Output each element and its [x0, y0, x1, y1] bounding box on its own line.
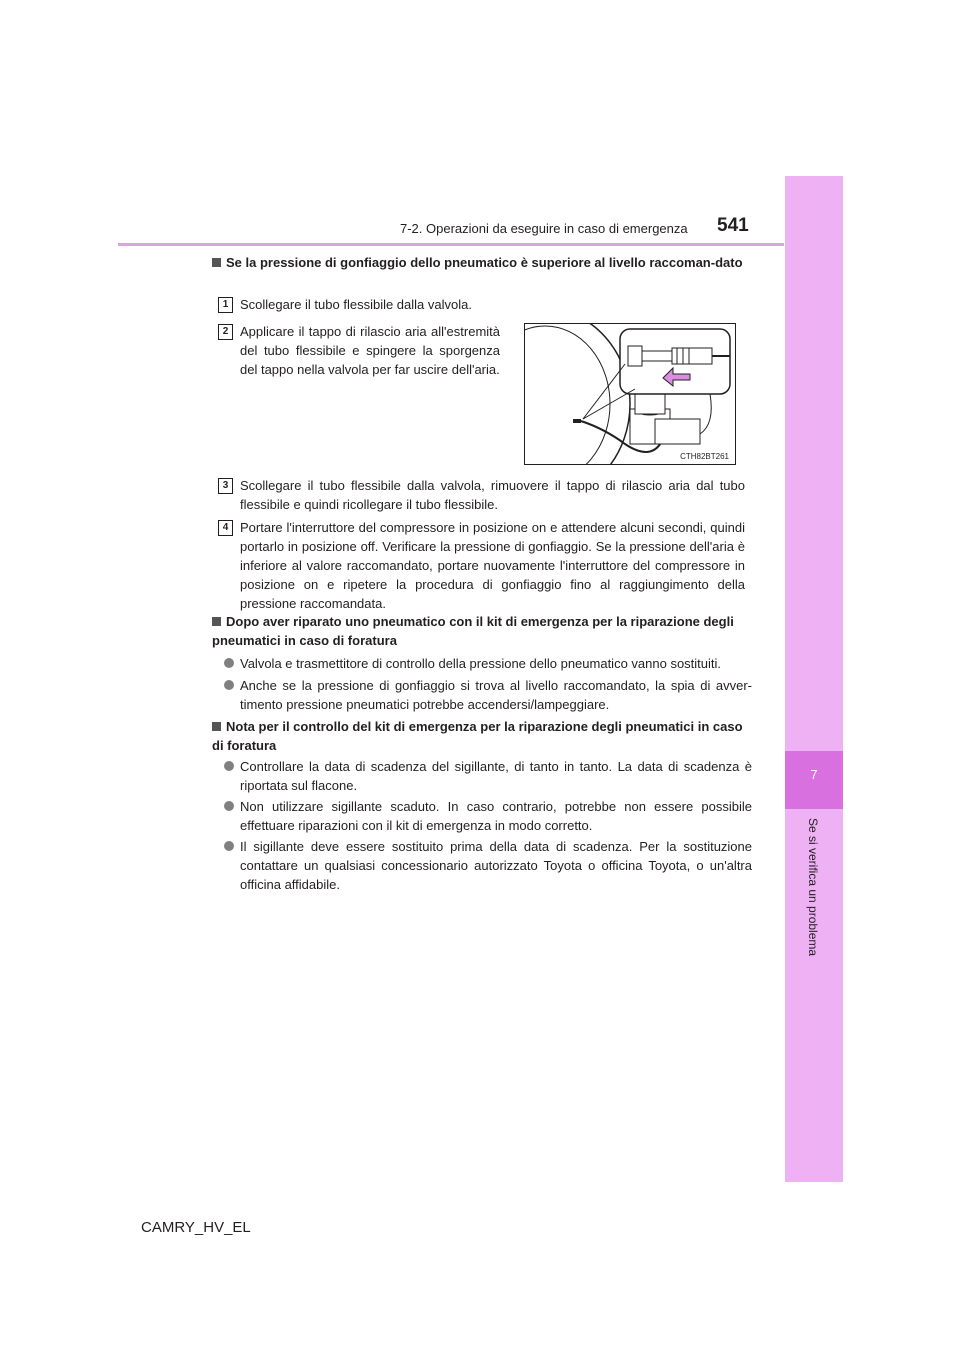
circle-bullet-icon — [224, 841, 234, 851]
circle-bullet-icon — [224, 658, 234, 668]
step-text-2: Applicare il tappo di rilascio aria all'estremità del tubo flessibile e spingere la sporgenza del tappo nella valvola per far uscire dell'aria. — [240, 324, 500, 377]
page-number: 541 — [717, 215, 749, 236]
square-bullet-icon — [212, 722, 221, 731]
list-item — [224, 797, 752, 835]
square-bullet-icon — [212, 258, 221, 267]
step-text-4: Portare l'interruttore del compressore in posizione on e attendere alcuni secondi, quindi portarlo in posizione off. Verificare la pressione di gonfiaggio. Se la pressione dell'aria è inferiore al valore raccomandato, portare nuovamente l'interruttore del compressore in posizione on e ripetere la procedura di gonfiaggio fino al raggiungimento della pressione raccomandata. — [240, 520, 745, 611]
list-item-text: Anche se la pressione di gonfiaggio si trova al livello raccomandato, la spia di avver-timento pressione pneumatici potrebbe accendersi/lampeggiare. — [240, 678, 752, 712]
circle-bullet-icon — [224, 761, 234, 771]
step-number-3: 3 — [218, 478, 233, 494]
section-heading-2 — [212, 612, 752, 650]
square-bullet-icon — [212, 617, 221, 626]
chapter-side-tab — [785, 176, 843, 1182]
section-heading-text: Se la pressione di gonfiaggio dello pneumatico è superiore al livello raccoman-dato — [226, 255, 743, 270]
tire-illustration-icon — [525, 324, 735, 464]
section-heading-3 — [212, 717, 752, 755]
step-number-4: 4 — [218, 520, 233, 536]
circle-bullet-icon — [224, 680, 234, 690]
header-rule — [118, 243, 784, 246]
step-text-3: Scollegare il tubo flessibile dalla valvola, rimuovere il tappo di rilascio aria dal tubo flessibile e quindi ricollegare il tubo flessibile. — [240, 478, 745, 512]
list-item-text: Non utilizzare sigillante scaduto. In caso contrario, potrebbe non essere possibile effettuare riparazioni con il kit di emergenza in modo corretto. — [240, 799, 752, 833]
list-item — [224, 654, 752, 673]
chapter-title — [806, 818, 826, 978]
section-heading-text: Dopo aver riparato uno pneumatico con il kit di emergenza per la riparazione degli pneumatici in caso di foratura — [212, 614, 734, 648]
list-item-text: Il sigillante deve essere sostituito prima della data di scadenza. Per la sostituzione contattare un qualsiasi concessionario autorizzato Toyota o officina Toyota, o un'altra officina affidabile. — [240, 839, 752, 892]
list-item-text: Valvola e trasmettitore di controllo della pressione dello pneumatico vanno sostituiti. — [240, 656, 722, 671]
model-code: CAMRY_HV_EL — [141, 1219, 251, 1236]
list-item-text: Controllare la data di scadenza del sigillante, di tanto in tanto. La data di scadenza è riportata sul flacone. — [240, 759, 752, 793]
section-heading-text: Nota per il controllo del kit di emergenza per la riparazione degli pneumatici in caso di foratura — [212, 719, 743, 753]
figure-code: CTH82BT261 — [680, 452, 729, 461]
tire-air-release-illustration — [524, 323, 736, 465]
step-number-2: 2 — [218, 324, 233, 340]
step-number-1: 1 — [218, 297, 233, 313]
list-item — [224, 757, 752, 795]
list-item — [224, 837, 752, 894]
chapter-title-text: Se si verifica un problema — [806, 818, 820, 957]
circle-bullet-icon — [224, 801, 234, 811]
step-text-1: Scollegare il tubo flessibile dalla valvola. — [240, 297, 472, 312]
list-item — [224, 676, 752, 714]
chapter-number: 7 — [810, 767, 818, 782]
running-header: 7-2. Operazioni da eseguire in caso di emergenza — [400, 221, 688, 236]
section-heading-1 — [212, 253, 752, 272]
